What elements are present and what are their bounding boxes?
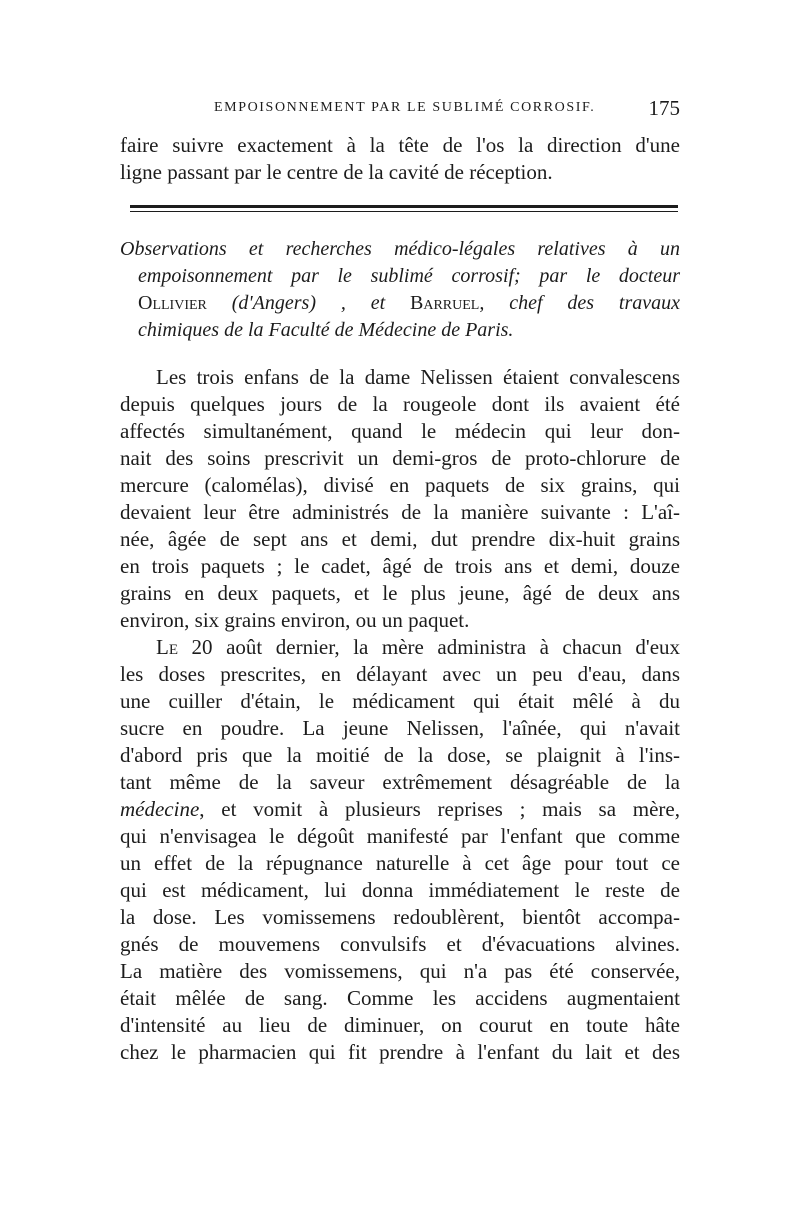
text-line: mercure (calomélas), divisé en paquets de six grains, qui [120,473,680,497]
page-number: 175 [648,96,680,120]
line-rest: août dernier, la mère administra à chacun d'eux [226,635,681,659]
text-line: qui n'envisagea le dégoût manifesté par l'enfant que comme [120,824,680,848]
text-line [120,796,680,823]
heading-line: Observations et recherches médico-légales relatives à un [120,238,680,260]
text-line: devaient leur être administrés de la manière suivante : L'aî- [120,500,680,524]
heading-line: empoisonnement par le sublimé corrosif; par le docteur [138,265,680,287]
text-line: un effet de la répugnance naturelle à cet âge pour tout ce [120,851,680,875]
intro-text [120,132,680,186]
author-name: Ollivier [138,292,207,314]
text-line: ligne passant par le centre de la cavité de réception. [120,160,553,184]
heading-line: chimiques de la Faculté de Médecine de Paris. [138,319,514,341]
text-line: qui est médicament, lui donna immédiatement le reste de [120,878,680,902]
divider-thick-rule [130,205,678,208]
text-line: était mêlée de sang. Comme les accidens augmentaient [120,986,680,1010]
running-head [120,96,680,122]
text-line: la dose. Les vomissemens redoublèrent, bientôt accompa- [120,905,680,929]
author-name: Barruel [410,292,480,314]
text-line: La matière des vomissemens, qui n'a pas été conservée, [120,959,680,983]
text-line: environ, six grains environ, ou un paquet. [120,608,470,632]
text-line: tant même de la saveur extrêmement désagréable de la [120,770,680,794]
text-line: grains en deux paquets, et le plus jeune, âgé de deux ans [120,581,680,605]
line-rest: , et vomit à plusieurs reprises ; mais sa mère, [199,797,680,821]
italic-word: médecine [120,797,200,821]
text-line: sucre en poudre. La jeune Nelissen, l'aînée, qui n'avait [120,716,680,740]
heading-authors-line [120,290,680,317]
text-line: les doses prescrites, en délayant avec un peu d'eau, dans [120,662,680,686]
text-line: une cuiller d'étain, le médicament qui était mêlé à du [120,689,680,713]
text-line: affectés simultanément, quand le médecin qui leur don- [120,419,680,443]
author-place: (d'Angers) [231,292,316,314]
text-line: en trois paquets ; le cadet, âgé de trois ans et demi, douze [120,554,680,578]
paragraph-1 [120,364,680,634]
text-line: depuis quelques jours de la rougeole dont ils avaient été [120,392,680,416]
text-line [120,634,680,661]
text-line: chez le pharmacien qui fit prendre à l'enfant du lait et des [120,1040,680,1064]
author-title: , chef des travaux [479,292,680,314]
line-start-word: Le [156,635,178,659]
running-title: EMPOISONNEMENT PAR LE SUBLIMÉ CORROSIF. [214,100,596,115]
divider-thin-rule [130,211,678,212]
text-line: Les trois enfans de la dame Nelissen étaient convalescens [156,365,680,389]
text-line: nait des soins prescrivit un demi-gros de proto-chlorure de [120,446,680,470]
text-line: d'intensité au lieu de diminuer, on courut en toute hâte [120,1013,680,1037]
date-number: 20 [191,635,213,659]
section-divider [130,205,678,212]
paragraph-2 [120,634,680,1066]
text-line: gnés de mouvemens convulsifs et d'évacuations alvines. [120,932,680,956]
text-line: d'abord pris que la moitié de la dose, se plaignit à l'ins- [120,743,680,767]
text-line: née, âgée de sept ans et demi, dut prendre dix-huit grains [120,527,680,551]
text-line: faire suivre exactement à la tête de l'os la direction d'une [120,133,680,157]
observation-heading [120,236,680,344]
author-joiner: , et [340,292,386,314]
